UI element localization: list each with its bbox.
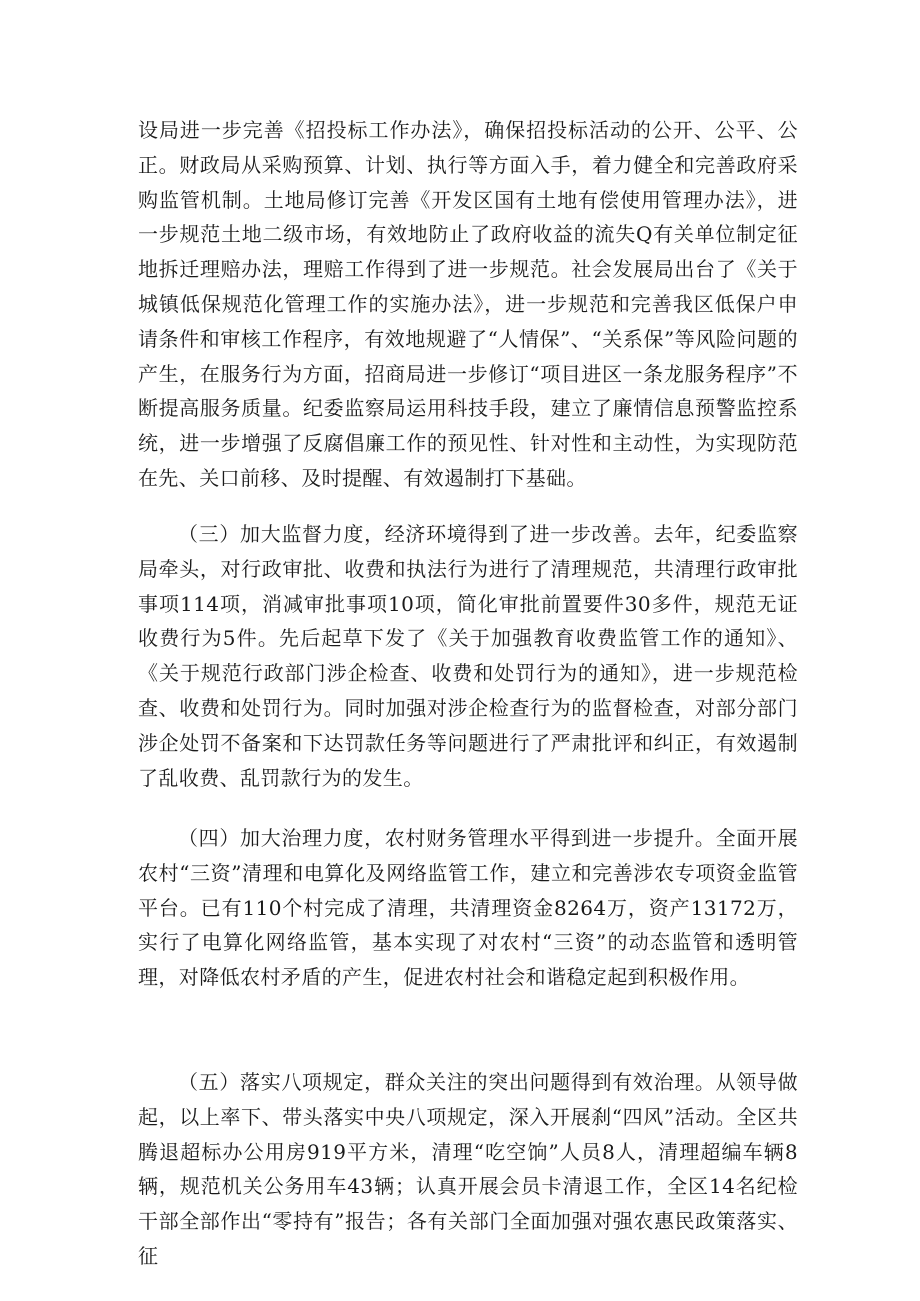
paragraph-section-3: （三）加大监督力度，经济环境得到了进一步改善。去年，纪委监察局牵头，对行政审批、收费和执法行为进行了清理规范，共清理行政审批事项114项，消减审批事项10项，简化审批前置要件30多件，规范无证收费行为5件。先后起草下发了《关于加强教育收费监管工作的通知》、《关于规范行政部门涉企检查、收费和处罚行为的通知》，进一步规范检查、收费和处罚行为。同时加强对涉企检查行为的监督检查，对部分部门涉企处罚不备案和下达罚款任务等问题进行了严肃批评和纠正，有效遏制了乱收费、乱罚款行为的发生。: [138, 522, 798, 790]
paragraph-section-4: （四）加大治理力度，农村财务管理水平得到进一步提升。全面开展农村“三资”清理和电算化及网络监管工作，建立和完善涉农专项资金监管平台。已有110个村完成了清理，共清理资金8264万，资产13172万，实行了电算化网络监管，基本实现了对农村“三资”的动态监管和透明管理，对降低农村矛盾的产生，促进农村社会和谐稳定起到积极作用。: [138, 826, 798, 990]
paragraph-section-5: （五）落实八项规定，群众关注的突出问题得到有效治理。从领导做起，以上率下、带头落实中央八项规定，深入开展刹“四风”活动。全区共腾退超标办公用房919平方米，清理“吃空饷”人员8人，清理超编车辆8辆，规范机关公务用车43辆；认真开展会员卡清退工作，全区14名纪检干部全部作出“零持有”报告；各有关部门全面加强对强农惠民政策落实、征: [138, 1070, 798, 1268]
paragraph-continuation: 设局进一步完善《招投标工作办法》，确保招投标活动的公开、公平、公正。财政局从采购预算、计划、执行等方面入手，着力健全和完善政府采购监管机制。土地局修订完善《开发区国有土地有偿使用管理办法》，进一步规范土地二级市场，有效地防止了政府收益的流失Q有关单位制定征地拆迁理赔办法，理赔工作得到了进一步规范。社会发展局出台了《关于城镇低保规范化管理工作的实施办法》，进一步规范和完善我区低保户申请条件和审核工作程序，有效地规避了“人情保”、“关系保”等风险问题的产生，在服务行为方面，招商局进一步修订“项目进区一条龙服务程序”不断提高服务质量。纪委监察局运用科技手段，建立了廉情信息预警监控系统，进一步增强了反腐倡廉工作的预见性、针对性和主动性，为实现防范在先、关口前移、及时提醒、有效遏制打下基础。: [138, 118, 798, 490]
